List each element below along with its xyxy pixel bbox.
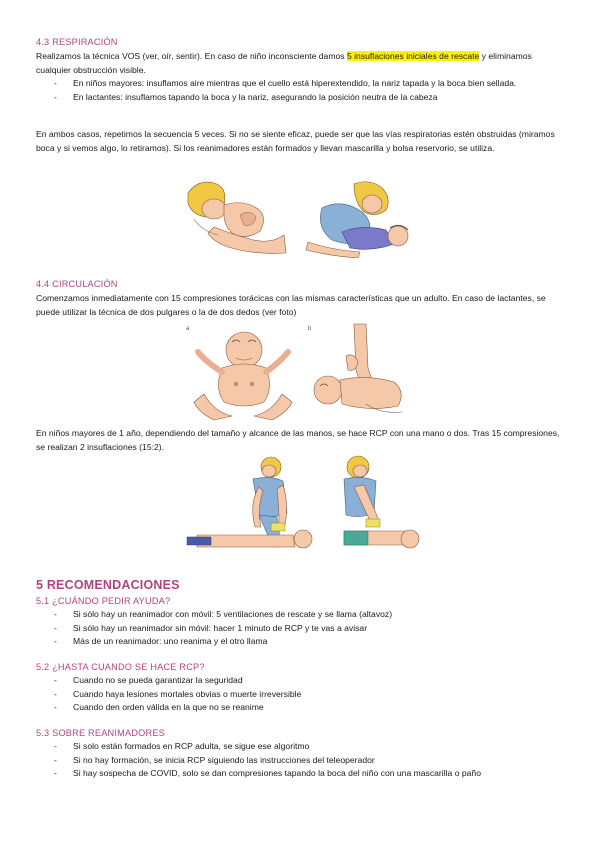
list-item: - Si solo están formados en RCP adulta, se sigue ese algoritmo xyxy=(36,740,564,754)
respiracion-intro xyxy=(36,50,564,77)
figure-infant-rescue-breath xyxy=(184,175,288,257)
subsection-heading-cuando-pedir-ayuda: 5.1 ¿CUÁNDO PEDIR AYUDA? xyxy=(36,596,171,606)
sobre-reanimadores-list xyxy=(36,740,564,781)
list-item: - Si no hay formación, se inicia RCP siguiendo las instrucciones del teleoperador xyxy=(36,754,564,768)
circulacion-paragraph-2: En niños mayores de 1 año, dependiendo del tamaño y alcance de las manos, se hace RCP con una mano o dos. Tras 15 compresiones, se realizan 2 insuflaciones (15:2). xyxy=(36,428,560,452)
section-heading-circulacion: 4.4 CIRCULACIÓN xyxy=(36,279,118,289)
figure-two-hands-cpr xyxy=(332,455,424,555)
respiracion-intro-text-b: y eliminamos cualquier obstrucción visible. xyxy=(36,51,532,75)
list-item: - Más de un reanimador: uno reanima y el otro llama xyxy=(36,635,564,649)
list-item: - Cuando den orden válida en la que no se reanime xyxy=(36,701,564,715)
list-item: - Si sólo hay un reanimador sin móvil: hacer 1 minuto de RCP y te vas a avisar xyxy=(36,622,564,636)
cuando-pedir-ayuda-list xyxy=(36,608,564,649)
list-item: - Si hay sospecha de COVID, solo se dan compresiones tapando la boca del niño con una mascarilla o paño xyxy=(36,767,564,781)
figure-label-a: a xyxy=(186,326,190,332)
respiracion-bullet-list xyxy=(36,77,564,104)
list-item: - Cuando haya lesiones mortales obvias o muerte irreversible xyxy=(36,688,564,702)
subsection-heading-hasta-cuando-rcp: 5.2 ¿HASTA CUANDO SE HACE RCP? xyxy=(36,662,205,672)
figure-two-thumbs-technique xyxy=(184,322,302,420)
list-item: - En lactantes: insuflamos tapando la boca y la nariz, asegurando la posición neutra de la cabeza xyxy=(36,91,564,105)
figure-two-fingers-technique xyxy=(306,322,410,420)
respiracion-intro-text-a: Realizamos la técnica VOS (ver, oír, sentir). En caso de niño inconsciente damos xyxy=(36,51,347,61)
section-heading-respiracion: 4.3 RESPIRACIÓN xyxy=(36,37,118,47)
subsection-heading-sobre-reanimadores: 5.3 SOBRE REANIMADORES xyxy=(36,728,165,738)
section-heading-recomendaciones: 5 RECOMENDACIONES xyxy=(36,578,180,592)
list-item: - Si sólo hay un reanimador con móvil: 5 ventilaciones de rescate y se llama (altavoz) xyxy=(36,608,564,622)
hasta-cuando-rcp-list xyxy=(36,674,564,715)
figure-child-rescue-breath xyxy=(302,178,420,258)
respiracion-paragraph: En ambos casos, repetimos la secuencia 5 veces. Si no se siente eficaz, puede ser que las vías respiratorias estén obstruidas (miramos boca y si vemos algo, lo retiramos). Si los reanimadores están formados y llevan mascarilla y bolsa reservorio, se utiliza. xyxy=(36,129,555,153)
figure-label-b: b xyxy=(308,326,312,332)
list-item: - Cuando no se pueda garantizar la seguridad xyxy=(36,674,564,688)
list-item: - En niños mayores: insuflamos aire mientras que el cuello está hiperextendido, la nariz tapada y la boca bien sellada. xyxy=(36,77,564,91)
respiracion-intro-highlight: 5 insuflaciones iniciales de rescate xyxy=(346,51,480,61)
figure-one-hand-cpr xyxy=(183,455,315,555)
circulacion-paragraph: Comenzamos inmediatamente con 15 compresiones torácicas con las mismas características que un adulto. En caso de lactantes, se puede utilizar la técnica de dos pulgares o la de dos dedos (ver foto) xyxy=(36,293,546,317)
